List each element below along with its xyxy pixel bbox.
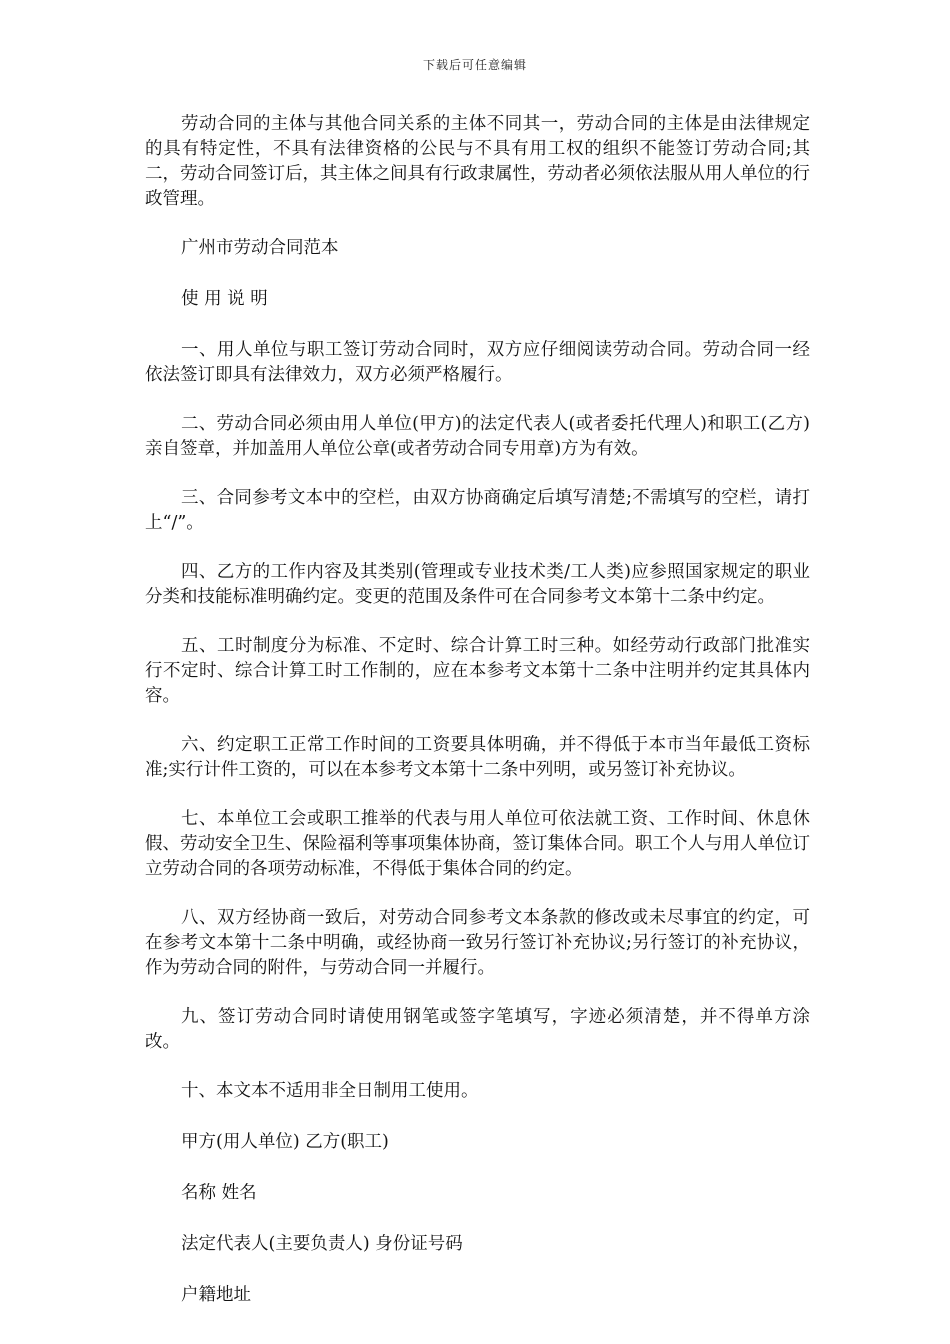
instruction-item-4: 四、乙方的工作内容及其类别(管理或专业技术类/工人类)应参照国家规定的职业分类和技能标准明确约定。变更的范围及条件可在合同参考文本第十二条中约定。 [145, 562, 810, 607]
instruction-item-10: 十、本文本不适用非全日制用工使用。 [181, 1081, 479, 1101]
instruction-item-6: 六、约定职工正常工作时间的工资要具体明确，并不得低于本市当年最低工资标准;实行计件工资的，可以在本参考文本第十二条中列明，或另签订补充协议。 [145, 735, 810, 780]
instruction-item-2: 二、劳动合同必须由用人单位(甲方)的法定代表人(或者委托代理人)和职工(乙方)亲自签章，并加盖用人单位公章(或者劳动合同专用章)方为有效。 [145, 414, 810, 459]
instruction-item-8: 八、双方经协商一致后，对劳动合同参考文本条款的修改或未尽事宜的约定，可在参考文本第十二条中明确，或经协商一致另行签订补充协议;另行签订的补充协议，作为劳动合同的附件，与劳动合同一并履行。 [145, 908, 810, 978]
intro-paragraph: 劳动合同的主体与其他合同关系的主体不同其一，劳动合同的主体是由法律规定的具有特定性，不具有法律资格的公民与不具有用工权的组织不能签订劳动合同;其二，劳动合同签订后，其主体之间具有行政隶属性，劳动者必须依法服从用人单位的行政管理。 [145, 114, 810, 209]
usage-instructions-heading: 使 用 说 明 [181, 289, 268, 309]
header-note: 下载后可任意编辑 [422, 58, 527, 72]
instruction-item-7: 七、本单位工会或职工推举的代表与用人单位可依法就工资、工作时间、休息休假、劳动安全卫生、保险福利等事项集体协商，签订集体合同。职工个人与用人单位订立劳动合同的各项劳动标准，不得低于集体合同的约定。 [145, 809, 810, 879]
document-title: 广州市劳动合同范本 [181, 238, 339, 258]
instruction-item-9: 九、签订劳动合同时请使用钢笔或签字笔填写，字迹必须清楚，并不得单方涂改。 [145, 1007, 810, 1052]
document-body [145, 112, 810, 1334]
instruction-item-3: 三、合同参考文本中的空栏，由双方协商确定后填写清楚;不需填写的空栏，请打上“/”。 [145, 488, 810, 533]
instruction-item-1: 一、用人单位与职工签订劳动合同时，双方应仔细阅读劳动合同。劳动合同一经依法签订即具有法律效力，双方必须严格履行。 [145, 340, 810, 385]
instruction-item-5: 五、工时制度分为标准、不定时、综合计算工时三种。如经劳动行政部门批准实行不定时、综合计算工时工作制的，应在本参考文本第十二条中注明并约定其具体内容。 [145, 636, 810, 706]
household-address-label: 户籍地址 [181, 1285, 251, 1305]
representative-id-labels: 法定代表人(主要负责人) 身份证号码 [181, 1234, 463, 1254]
name-labels: 名称 姓名 [181, 1183, 257, 1203]
party-labels: 甲方(用人单位) 乙方(职工) [181, 1132, 389, 1152]
